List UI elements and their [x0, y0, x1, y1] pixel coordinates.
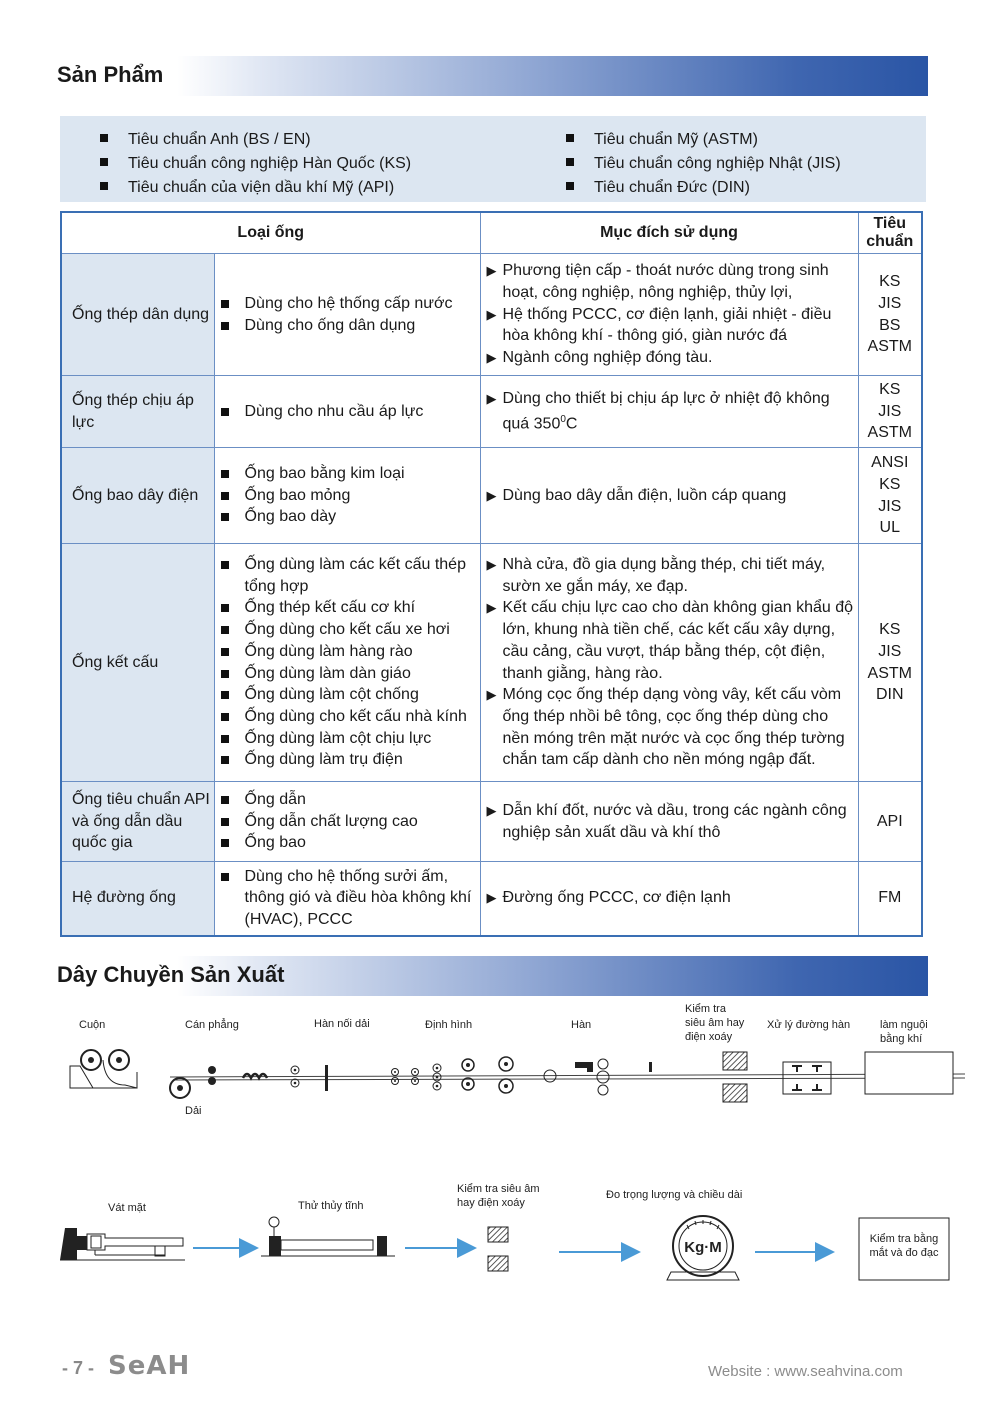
bullet-square-icon — [221, 492, 229, 500]
standard-code: JIS — [878, 642, 902, 660]
triangle-right-icon: ▶ — [486, 350, 497, 366]
standard-item — [566, 152, 841, 176]
bullet-square-icon — [566, 158, 574, 166]
purpose-item — [481, 684, 858, 771]
weigh-scale-icon — [667, 1216, 739, 1280]
purpose-item — [481, 485, 858, 507]
triangle-right-icon: ▶ — [486, 802, 497, 818]
purpose-item — [481, 388, 858, 436]
triangle-right-icon: ▶ — [486, 263, 497, 279]
standard-item-label: Tiêu chuẩn Anh (BS / EN) — [128, 131, 311, 148]
standard-code: API — [876, 812, 903, 830]
ultrasonic-inspect-icon — [723, 1052, 747, 1102]
label-welding: Hàn — [571, 1019, 592, 1031]
pipe-type-cell: Ống kết cấu — [61, 544, 214, 782]
label-air-cool-1: làm nguội — [880, 1019, 928, 1031]
bullet-square-icon — [221, 735, 229, 743]
pipe-type-cell: Hệ đường ống — [61, 862, 214, 936]
bullet-square-icon — [221, 873, 229, 881]
bullet-square-icon — [566, 134, 574, 142]
hydro-test-icon — [261, 1217, 395, 1256]
uses-cell — [214, 254, 480, 376]
use-item-label: Dùng cho ống dân dụng — [244, 316, 416, 334]
bullet-square-icon — [100, 182, 108, 190]
standards-cell — [858, 448, 922, 544]
purpose-cell — [480, 782, 858, 862]
use-item — [215, 554, 480, 597]
label-strip: Dải — [185, 1105, 202, 1117]
standard-item-label: Tiêu chuẩn Đức (DIN) — [594, 179, 750, 196]
use-item-label: Ống dùng làm trụ điện — [244, 751, 403, 769]
uses-cell — [214, 862, 480, 936]
uses-cell — [214, 448, 480, 544]
section-header-production — [55, 956, 928, 996]
bullet-square-icon — [221, 513, 229, 521]
bullet-square-icon — [221, 561, 229, 569]
header-purpose: Mục đích sử dụng — [480, 212, 858, 254]
website-text: Website : www.seahvina.com — [708, 1363, 903, 1380]
purpose-item — [481, 304, 858, 347]
standard-code: KS — [879, 621, 901, 639]
use-item-label: Ống bao — [244, 834, 306, 852]
purpose-cell — [480, 254, 858, 376]
table-row — [61, 862, 922, 936]
label-weigh: Đo trọng lượng và chiều dài — [606, 1189, 743, 1201]
use-item-label: Ống bao bằng kim loại — [244, 464, 405, 482]
standards-cell — [858, 544, 922, 782]
purpose-item-label: Ngành công nghiệp đóng tàu. — [502, 349, 713, 367]
use-item — [215, 832, 480, 854]
temperature-unit: C — [565, 415, 578, 433]
table-header-row — [61, 212, 922, 254]
standard-code: JIS — [878, 294, 902, 312]
purpose-item-label: Dùng cho thiết bị chịu áp lực ở nhiệt độ không quá 350 — [502, 389, 830, 433]
pipe-type-cell: Ống thép chịu áp lực — [61, 376, 214, 448]
purpose-item-label: Dùng bao dây dẫn điện, luồn cáp quang — [502, 486, 787, 504]
uses-cell — [214, 376, 480, 448]
standard-item — [566, 128, 841, 152]
purpose-item-label: Đường ống PCCC, cơ điện lạnh — [502, 889, 731, 907]
bullet-square-icon — [221, 648, 229, 656]
bullet-square-icon — [221, 470, 229, 478]
looper-icon — [243, 1074, 267, 1078]
purpose-item-label: Kết cấu chịu lực cao cho dàn không gian khẩu độ lớn, khung nhà tiền chế, các kết cấu xây dựng, cầu cảng, cầu vượt, tháp bằng thép, cột điện, thanh giằng, hàng rào. — [502, 599, 854, 682]
label-forming: Định hình — [425, 1019, 473, 1031]
table-row — [61, 782, 922, 862]
table-row — [61, 254, 922, 376]
bullet-square-icon — [221, 756, 229, 764]
purpose-item — [481, 347, 858, 369]
use-item — [215, 315, 480, 337]
standard-code: BS — [879, 316, 901, 334]
standard-item-label: Tiêu chuẩn của viện dầu khí Mỹ (API) — [128, 179, 395, 196]
use-item-label: Ống dùng cho kết cấu nhà kính — [244, 707, 467, 725]
page-number: - 7 - — [62, 1358, 95, 1378]
bevel-machine-icon — [60, 1228, 185, 1260]
bullet-square-icon — [221, 300, 229, 308]
pipe-type-cell: Ống thép dân dụng — [61, 254, 214, 376]
strip-join-icon — [325, 1065, 328, 1091]
standard-item-label: Tiêu chuẩn công nghiệp Hàn Quốc (KS) — [128, 155, 412, 172]
standard-code: FM — [878, 889, 902, 907]
table-row — [61, 376, 922, 448]
label-hydro: Thử thủy tĩnh — [298, 1200, 364, 1212]
welder-icon — [575, 1059, 652, 1095]
use-item-label: Ống bao dày — [244, 508, 337, 526]
use-item — [215, 663, 480, 685]
header-standard — [858, 212, 922, 254]
purpose-item-label: Dẫn khí đốt, nước và dầu, trong các ngành công nghiệp sản xuất dầu và khí thô — [502, 801, 847, 841]
bullet-square-icon — [221, 691, 229, 699]
flatten-roller-icon — [208, 1066, 216, 1074]
use-item — [215, 866, 480, 931]
bullet-square-icon — [221, 322, 229, 330]
section-header-products — [55, 56, 928, 96]
use-item-label: Ống dùng làm cột chống — [244, 686, 419, 704]
standard-item — [100, 152, 411, 176]
use-item-label: Ống dùng làm hàng rào — [244, 642, 413, 660]
bullet-square-icon — [221, 604, 229, 612]
air-cool-icon — [865, 1052, 953, 1094]
label-inspect-1: Kiểm tra — [685, 1003, 726, 1015]
use-item — [215, 706, 480, 728]
use-item-label: Dùng cho nhu cầu áp lực — [244, 402, 424, 420]
standard-code: ASTM — [867, 338, 912, 356]
use-item-label: Ống dùng làm cột chịu lực — [244, 729, 432, 747]
purpose-item — [481, 597, 858, 684]
header-standard-line1: Tiêu — [873, 215, 907, 232]
triangle-right-icon: ▶ — [486, 890, 497, 906]
standards-column-right — [566, 128, 841, 200]
use-item-label: Ống thép kết cấu cơ khí — [244, 599, 416, 617]
purpose-cell — [480, 448, 858, 544]
bullet-square-icon — [221, 626, 229, 634]
purpose-cell — [480, 544, 858, 782]
standard-item — [566, 176, 841, 200]
standard-code: ANSI — [871, 454, 909, 472]
bullet-square-icon — [221, 713, 229, 721]
bullet-square-icon — [221, 839, 229, 847]
label-visual — [861, 1232, 947, 1260]
standards-cell — [858, 254, 922, 376]
standard-code: JIS — [878, 402, 902, 420]
triangle-right-icon: ▶ — [486, 556, 497, 572]
pipe-type-cell: Ống tiêu chuẩn API và ống dẫn dầu quốc gia — [61, 782, 214, 862]
standard-code: KS — [879, 273, 901, 291]
use-item-label: Ống bao mỏng — [244, 486, 351, 504]
standards-cell — [858, 862, 922, 936]
use-item-label: Ống dẫn — [244, 790, 306, 808]
use-item — [215, 401, 480, 423]
use-item — [215, 728, 480, 750]
bullet-square-icon — [221, 796, 229, 804]
process-drawing — [55, 1000, 965, 1300]
use-item — [215, 641, 480, 663]
triangle-right-icon: ▶ — [486, 687, 497, 703]
label-bevel: Vát mặt — [108, 1202, 146, 1214]
use-item — [215, 506, 480, 528]
purpose-item — [481, 260, 858, 303]
label-visual-1: Kiểm tra bằng — [869, 1233, 939, 1245]
purpose-item — [481, 887, 858, 909]
label-ut-2: hay điện xoáy — [457, 1197, 525, 1209]
purpose-item — [481, 800, 858, 843]
standard-code: ASTM — [867, 664, 912, 682]
standard-code: KS — [879, 475, 901, 493]
production-line-diagram — [55, 1000, 965, 1300]
use-item-label: Ống dùng cho kết cấu xe hơi — [244, 621, 450, 639]
purpose-item — [481, 554, 858, 597]
label-air-cool-2: bằng khí — [880, 1033, 923, 1045]
standard-item-label: Tiêu chuẩn Mỹ (ASTM) — [594, 131, 758, 148]
use-item — [215, 789, 480, 811]
degree-superscript: 0 — [560, 414, 566, 426]
use-item — [215, 749, 480, 771]
standards-cell — [858, 376, 922, 448]
use-item-label: Ống dùng làm các kết cấu thép tổng hợp — [244, 555, 466, 595]
triangle-right-icon: ▶ — [486, 306, 497, 322]
purpose-cell — [480, 376, 858, 448]
use-item — [215, 811, 480, 833]
uses-cell — [214, 544, 480, 782]
header-type: Loại ống — [61, 212, 480, 254]
purpose-item-label: Hệ thống PCCC, cơ điện lạnh, giải nhiệt - điều hòa không khí - thông gió, giàn nước đá — [502, 305, 832, 345]
use-item — [215, 619, 480, 641]
bullet-square-icon — [100, 134, 108, 142]
standard-code: JIS — [878, 497, 902, 515]
section-title-products: Sản Phẩm — [57, 62, 164, 87]
use-item-label: Ống dùng làm dàn giáo — [244, 664, 411, 682]
purpose-item-label: Phương tiện cấp - thoát nước dùng trong sinh hoạt, công nghiệp, nông nghiệp, thủy lợi, — [502, 262, 829, 301]
bullet-square-icon — [100, 158, 108, 166]
purpose-cell — [480, 862, 858, 936]
triangle-right-icon: ▶ — [486, 390, 497, 406]
use-item — [215, 485, 480, 507]
use-item-label: Dùng cho hệ thống sưởi ấm, thông gió và điều hòa không khí (HVAC), PCCC — [244, 867, 472, 929]
table-row — [61, 544, 922, 782]
use-item — [215, 684, 480, 706]
scale-label: Kg·M — [684, 1239, 722, 1256]
triangle-right-icon: ▶ — [486, 600, 497, 616]
triangle-right-icon: ▶ — [486, 487, 497, 503]
standards-box — [60, 116, 926, 202]
product-table — [60, 211, 923, 937]
pipe-type-cell: Ống bao dây điện — [61, 448, 214, 544]
coil-icon — [70, 1050, 137, 1088]
header-standard-line2: chuẩn — [866, 233, 914, 250]
table-row — [61, 448, 922, 544]
label-strip-join: Hàn nối dải — [314, 1018, 370, 1030]
bullet-square-icon — [221, 408, 229, 416]
standard-code: ASTM — [867, 424, 912, 442]
bullet-square-icon — [221, 818, 229, 826]
purpose-item-label: Nhà cửa, đồ gia dụng bằng thép, chi tiết máy, sườn xe gắn máy, xe đạp. — [502, 555, 826, 595]
label-visual-2: mắt và đo đạc — [869, 1247, 939, 1259]
label-ut-1: Kiểm tra siêu âm — [457, 1183, 540, 1195]
use-item-label: Dùng cho hệ thống cấp nước — [244, 294, 453, 312]
bullet-square-icon — [566, 182, 574, 190]
standard-item-label: Tiêu chuẩn công nghiệp Nhật (JIS) — [594, 155, 841, 172]
standards-cell — [858, 782, 922, 862]
section-title-production: Dây Chuyền Sản Xuất — [57, 962, 285, 987]
label-inspect-2: siêu âm hay — [685, 1017, 745, 1029]
standard-code: UL — [879, 519, 900, 537]
standards-column-left — [100, 128, 411, 200]
seah-logo: SeAH — [108, 1351, 191, 1381]
label-flatten: Cán phẳng — [185, 1019, 239, 1031]
standard-item — [100, 128, 411, 152]
label-inspect-3: điện xoáy — [685, 1031, 733, 1043]
label-coil: Cuộn — [79, 1019, 106, 1031]
use-item — [215, 463, 480, 485]
bullet-square-icon — [221, 670, 229, 678]
forming-rollers-icon — [392, 1057, 557, 1093]
use-item-label: Ống dẫn chất lượng cao — [244, 812, 418, 830]
standard-item — [100, 176, 411, 200]
standard-code: DIN — [875, 686, 904, 704]
uses-cell — [214, 782, 480, 862]
ut-inspect-icon — [488, 1227, 508, 1271]
label-seam-treat: Xử lý đường hàn — [767, 1019, 851, 1031]
purpose-item-label: Móng cọc ống thép dạng vòng vây, kết cấu vòm ống thép nhồi bê tông, cọc ống thép dùng cho nền móng trên mặt nước và cọc ống thép tường chắn tam cấp dành cho nền móng ngập đất. — [502, 686, 845, 769]
use-item — [215, 597, 480, 619]
use-item — [215, 293, 480, 315]
standard-code: KS — [879, 380, 901, 398]
